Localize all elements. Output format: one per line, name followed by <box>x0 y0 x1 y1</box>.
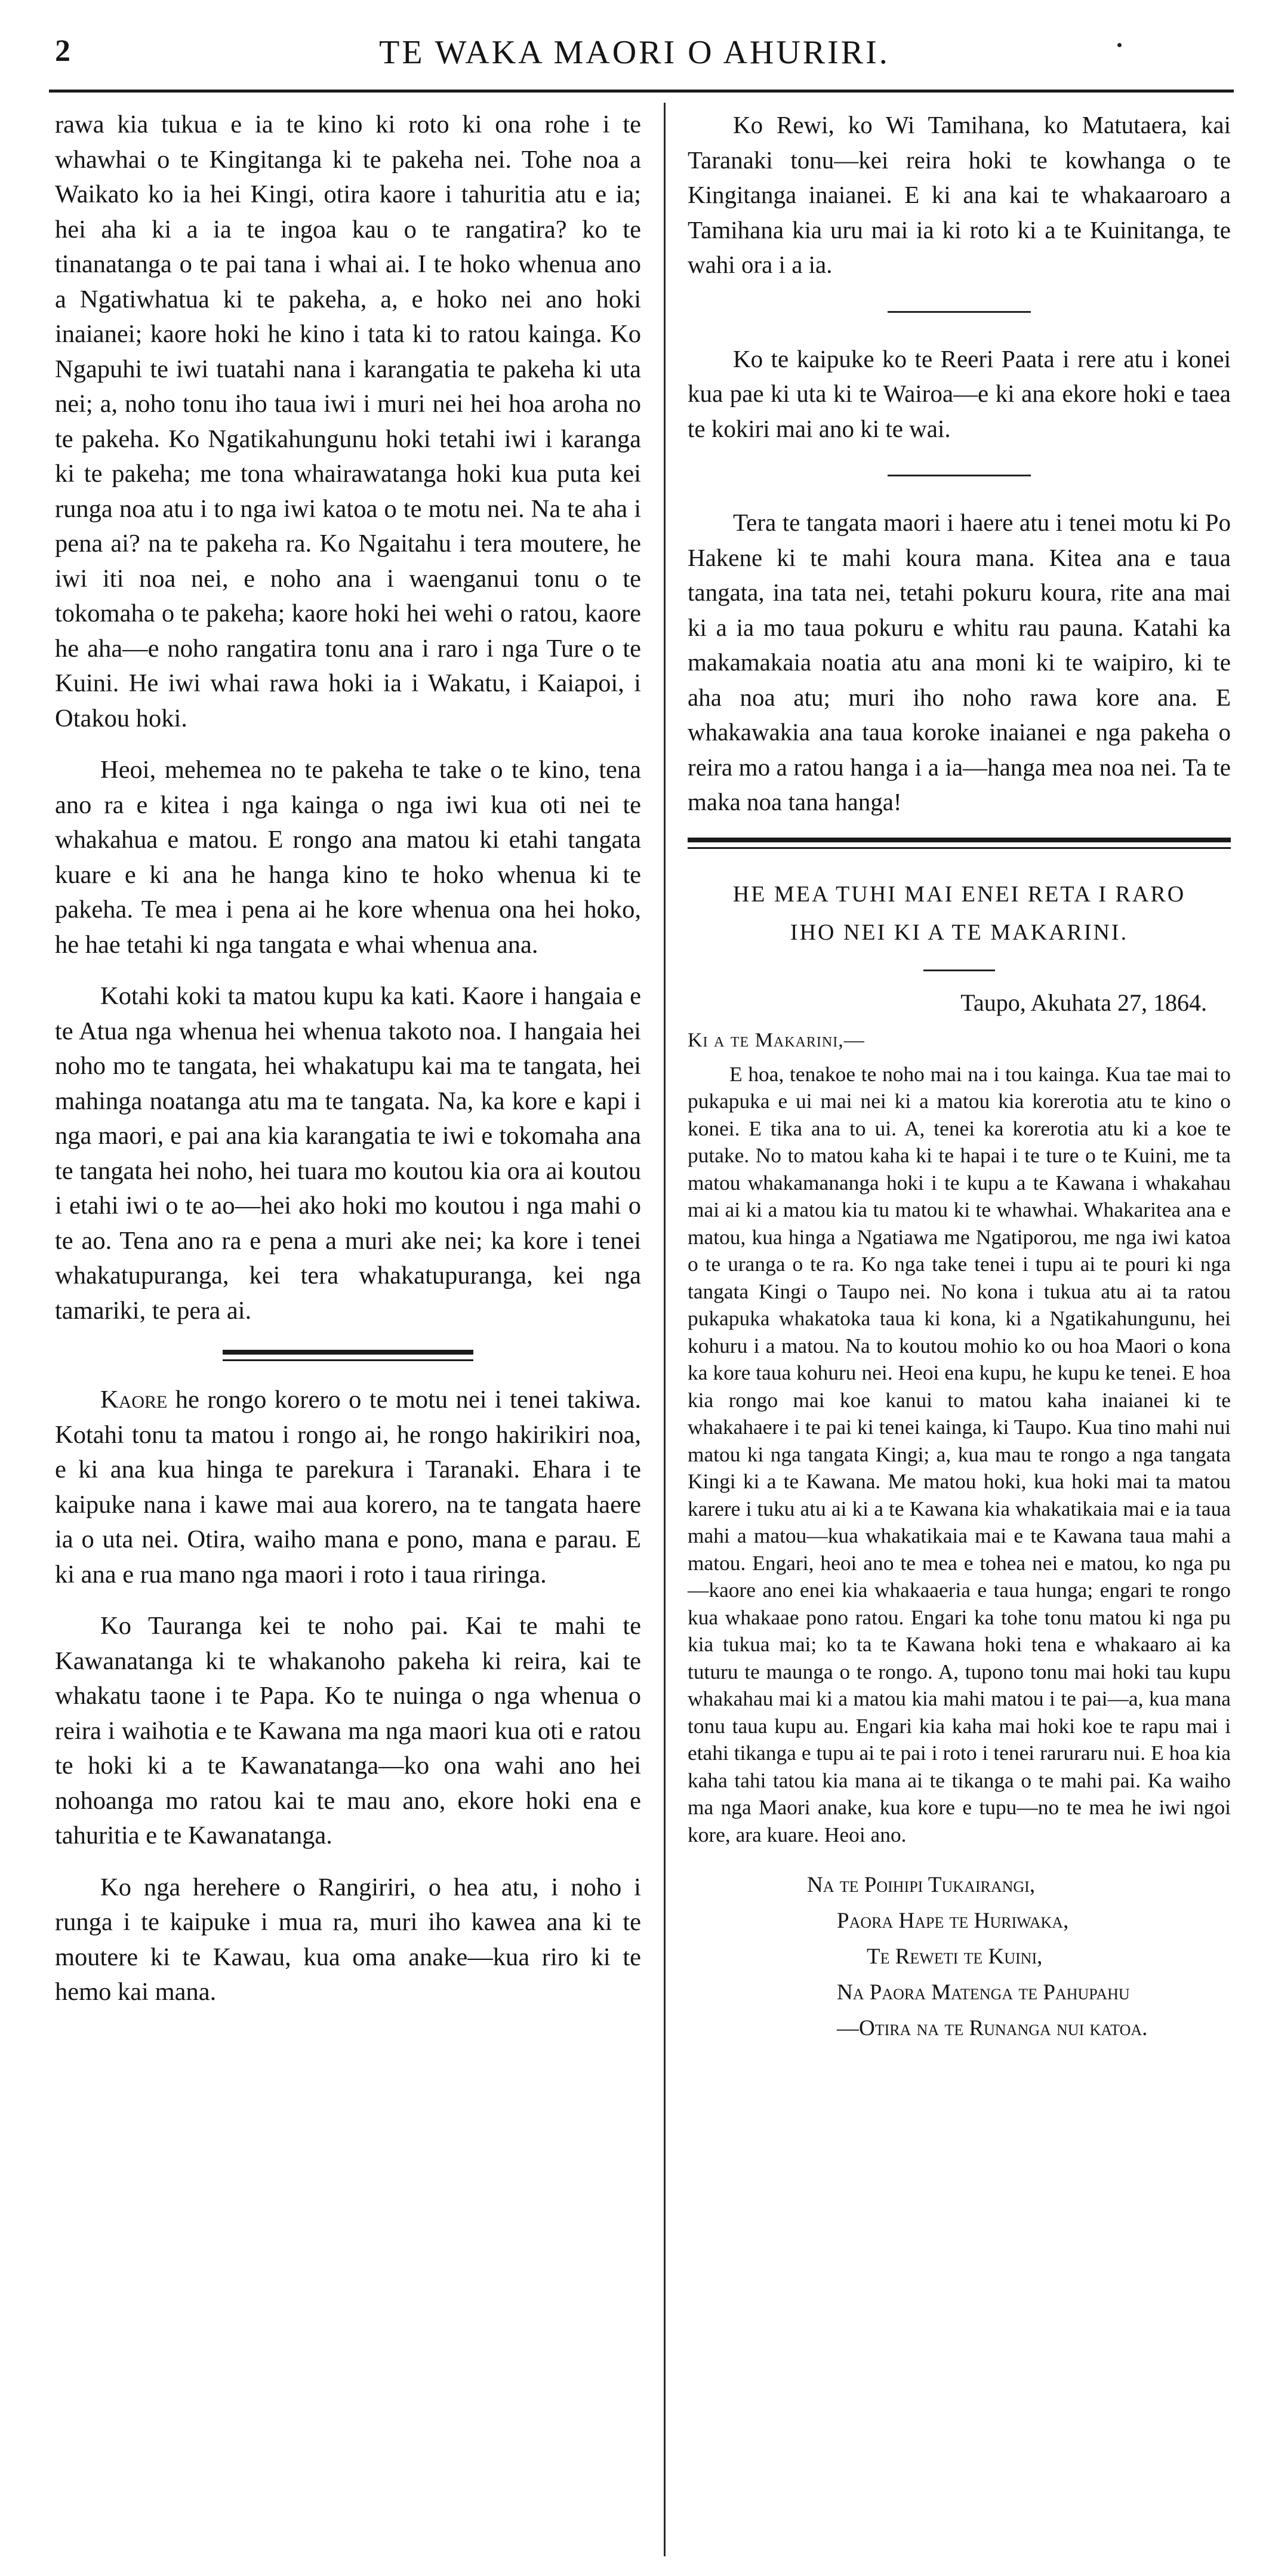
news-paragraph: Ko nga herehere o Rangiriri, o hea atu, i noho i runga i te kaipuke i mua ra, muri iho kawea ana ki te moutere ki te Kawau, kua oma anake—kua riro ki te hemo kai mana. <box>55 1873 641 2006</box>
newspaper-masthead: TE WAKA MAORI O AHURIRI. <box>379 34 890 71</box>
news-paragraph: Ko te kaipuke ko te Reeri Paata i rere atu i konei kua pae ki uta ki te Wairoa—e ki ana ekore hoki e taea te kokiri mai ano ki te wai. <box>688 344 1231 442</box>
item-divider <box>888 475 1031 476</box>
news-paragraph <box>55 1383 641 1592</box>
news-text: he rongo korero o te motu nei i tenei takiwa. Kotahi tonu ta matou i rongo ai, he rongo hakirikiri noa, e ki ana kua hinga te parekura i Taranaki. Ehara i te kaipuke nana i kawe mai aua korero, na te tangata haere ia o uta nei. Otira, waiho mana e pono, mana e parau. E ki ana e rua mano nga maori i roto i taua riringa. <box>55 1386 641 1589</box>
letter-dateline: Taupo, Akuhata 27, 1864. <box>960 989 1207 1016</box>
print-mark <box>1117 43 1122 47</box>
news-paragraph: Tera te tangata maori i haere atu i tenei motu ki Po Hakene ki te mahi koura mana. Kitea ana e taua tangata, ina tata nei, tetahi pokuru koura, rite ana mai ki a ia mo taua pokuru e whitu rau pauna. Katahi ka makamakaia noatia atu ana moni ki te waipiro, ki te aha noa atu; muri iho noho rawa kore ana. E whakawakia ana taua koroke inaianei e nga pakeha o reira mo a ratou hanga i a ia—hanga mea noa nei. Ta te maka noa tana hanga! <box>688 509 1231 815</box>
news-lead-word: Kaore <box>100 1386 168 1414</box>
signature-line: Te Reweti te Kuini, <box>867 1944 1043 1969</box>
news-paragraph: Ko Rewi, ko Wi Tamihana, ko Matutaera, kai Taranaki tonu—kei reira hoki te kowhanga o te Kingitanga inaianei. E ki ana kai te whakaaroaro a Tamihana kia uru mai ia ki roto ki a te Kuinitanga, te wahi ora i a ia. <box>688 111 1231 278</box>
header-rule <box>49 90 1234 93</box>
signature-line: —Otira na te Runanga nui katoa. <box>837 2016 1148 2041</box>
signature-line: Na Paora Matenga te Pahupahu <box>837 1980 1130 2005</box>
section-divider <box>223 1350 473 1361</box>
letter-body: E hoa, tenakoe te noho mai na i tou kainga. Kua tae mai to pukapuka e ui mai nei ki a matou kia korerotia atu te kino o konei. E tika ana to ui. A, tenei ka korerotia atu ki a koe te putake. No to matou kaha ki te hapai i te ture o te Kuini, me ta matou whakamananga hoki i te kupu a te Kawana i whakahau mai ai ki a matou kia tu matou ki te whawhai. Whakaritea ana e matou, kua hinga a Ngatiawa me Ngatiporou, me nga iwi katoa o te uranga o te ra. Ko nga take tenei i tupu ai te pouri ki nga tangata Kingi o Taupo nei. No kona i tukua atu ai ta ratou pukapuka whakatoka taua ki kona, ki a Ngatikahungunu, hei kohuru i a matou. Na to koutou mohio ko ou hoa Maori o kona ka kore taua kohuru nei. Heoi ena kupu, he kupu ke tenei. E hoa kia rongo mai koe kanui to matou kaha inaianei ki te whakahaere i te pai ki tenei kainga, ki Taupo. Kua tino mahi nui matou ki nga tangata Kingi; a, kua mau te rongo a nga tangata Kingi ki a te Kawana. Me matou hoki, kua hoki mai ta matou karere i tuku atu ai ki a te Kawana kia whakatikaia mai e ia taua mahi a matou—kua whakatikaia mai e te Kawana taua mahi a matou. Engari, heoi ano te mea e tohea nei e matou, ko nga pu—kaore ano enei kia whakaaeria e taua hunga; engari te rongo kua whakaae pono ratou. Engari ka tohe tonu matou ki nga pu kia tukua mai; ko ta te Kawana hoki tena e whakaaro ai ka tuturu te maunga o te rongo. A, tupono tonu mai hoki tau kupu whakahau mai ki a matou kia mahi matou i te pai—a, kua mana tonu taua kupu au. Engari kia kaha mai hoki koe te rapu mai i etahi tikanga e tupu ai te pai i roto i tenei raruraru nui. E hoa kia kaha tahi tatou kia mana ai te tikanga o te mahi pai. Ka waiho ma nga Maori anake, kua kore e tupu—no te mea he iwi ngoi kore, ara kuare. Heoi ano. <box>688 1061 1231 1846</box>
column-divider <box>664 103 666 2556</box>
letter-salutation: Ki a te Makarini,— <box>688 1029 865 1051</box>
section-divider <box>688 838 1231 849</box>
left-column <box>55 107 641 2555</box>
letter-title: HE MEA TUHI MAI ENEI RETA I RARO <box>732 881 1186 907</box>
article-paragraph: Kotahi koki ta matou kupu ka kati. Kaore i hangaia e te Atua nga whenua hei whenua takoto noa. I hangaia hei noho mo te tangata, hei whakatupu kai ma te tangata, hei mahinga noatanga atu ma te tangata. Na, ka kore e kapi i nga maori, e pai ana kia karangatia te iwi e tokomaha ana te tangata hei noho, hei tuara mo koutou kia ora ai koutou i etahi iwi o te ao—hei ako hoki mo koutou i nga mahi o te ao. Tena ano ra e pena a muri ake nei; ka kore i tenei whakatupuranga, kei tera whakatupuranga, kei nga tamariki, te pera ai. <box>55 982 641 1325</box>
article-paragraph: rawa kia tukua e ia te kino ki roto ki ona rohe i te whawhai o te Kingitanga ki te pakeha nei. Tohe noa a Waikato ko ia hei Kingi, otira kaore i tahuritia atu e ia; hei aha ki a ia te ingoa kau o te rangatira? ko te tinanatanga o te pai tana i whai ai. I te hoko whenua ano a Ngatiwhatua ki te pakeha, a, e hoko nei ano hoki inaianei; kaore hoki he kino i tata ki to ratou kainga. Ko Ngapuhi te iwi tuatahi nana i karangatia te pakeha ki uta nei; a, noho tonu iho taua iwi i muri nei hei hoa aroha no te pakeha. Ko Ngatikahungunu hoki tetahi iwi i karanga ki te pakeha; me tona whairawatanga hoki kua puta kei runga noa atu i to nga iwi katoa o te motu nei. Na te aha i pena ai? na te pakeha ra. Ko Ngaitahu i tera moutere, he iwi iti noa nei, e noho ana i waenganui tonu o te tokomaha o te pakeha; kaore hoki hei wehi o ratou, kaore he aha—e noho rangatira tonu ana i raro i nga Ture o te Kuini. He iwi whai rawa hoki ia i Wakatu, i Kaiapoi, i Otakou hoki. <box>55 110 641 733</box>
item-divider <box>888 311 1031 313</box>
title-divider <box>923 970 995 971</box>
page-number: 2 <box>55 34 70 68</box>
article-paragraph: Heoi, mehemea no te pakeha te take o te kino, tena ano ra e kitea i nga kainga o nga iwi kua oti nei te whakahua e matou. E rongo ana matou ki etahi tangata kuare e ki ana he hanga kino te hoko whenua ki te pakeha. Te mea i pena ai he kore whenua ona hei hoko, he hae tetahi ki nga tangata e whai whenua ana. <box>55 756 641 959</box>
letter-signatures <box>688 1867 1231 2046</box>
signature-line: Paora Hape te Huriwaka, <box>837 1909 1069 1933</box>
letter-title: IHO NEI KI A TE MAKARINI. <box>790 919 1129 945</box>
right-column <box>688 107 1231 2555</box>
news-paragraph: Ko Tauranga kei te noho pai. Kai te mahi te Kawanatanga ki te whakanoho pakeha ki reira, kai te whakatu taone i te Papa. Ko te nuinga o nga whenua o reira i waihotia e te Kawana ma nga maori kua oti e ratou te hoki ki a te Kawanatanga—ko ona wahi ano hei nohoanga mo ratou kai te mau ano, ekore hoki ena e tahuritia e te Kawanatanga. <box>55 1612 641 1849</box>
signature-line: Na te Poihipi Tukairangi, <box>807 1873 1036 1897</box>
page-header <box>0 0 1269 101</box>
